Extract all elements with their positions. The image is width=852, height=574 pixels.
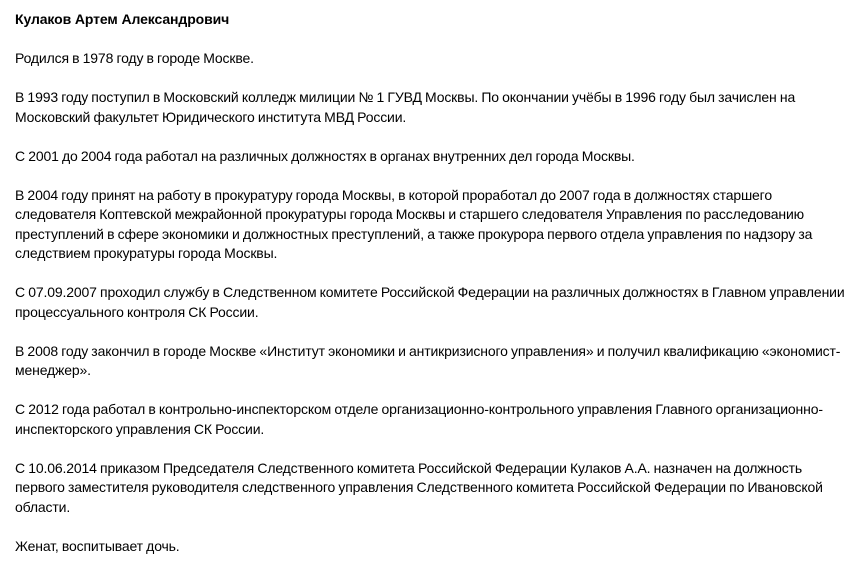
biography-paragraph-prosecutor-office: В 2004 году принят на работу в прокуратуру города Москвы, в которой проработал до 2007 года в должностях старшего следователя Коптевской межрайонной прокуратуры города Москвы и старшего следователя Управления по расследованию преступлений в сфере экономики и должностных преступлений, а также прокурора первого отдела управления по надзору за следствием прокуратуры города Москвы. bbox=[15, 186, 813, 261]
biography-paragraph-economics-degree: В 2008 году закончил в городе Москве «Институт экономики и антикризисного управления» и получил квалификацию «экономист-менеджер». bbox=[15, 342, 841, 378]
biography-paragraph-appointment: С 10.06.2014 приказом Председателя Следственного комитета Российской Федерации Кулаков А.А. назначен на должность первого заместителя руководителя следственного управления Следственного комитета Российской Федерации по Ивановской области. bbox=[15, 459, 823, 515]
biography-paragraph-police-service: С 2001 до 2004 года работал на различных должностях в органах внутренних дел города Москвы. bbox=[15, 147, 635, 164]
biography-paragraph-inspection-department: С 2012 года работал в контрольно-инспекторском отделе организационно-контрольного управления Главного организационно-инспекторского управления СК России. bbox=[15, 401, 823, 437]
biography-paragraph-family: Женат, воспитывает дочь. bbox=[15, 537, 180, 554]
person-name-heading: Кулаков Артем Александрович bbox=[15, 11, 230, 27]
biography-paragraph-education: В 1993 году поступил в Московский колледж милиции № 1 ГУВД Москвы. По окончании учёбы в 1996 году был зачислен на Московский факультет Юридического института МВД России. bbox=[15, 89, 796, 125]
biography-paragraph-investigative-committee: С 07.09.2007 проходил службу в Следственном комитете Российской Федерации на различных должностях в Главном управлении процессуального контроля СК России. bbox=[15, 284, 845, 320]
biography-paragraph-birth: Родился в 1978 году в городе Москве. bbox=[15, 50, 254, 66]
